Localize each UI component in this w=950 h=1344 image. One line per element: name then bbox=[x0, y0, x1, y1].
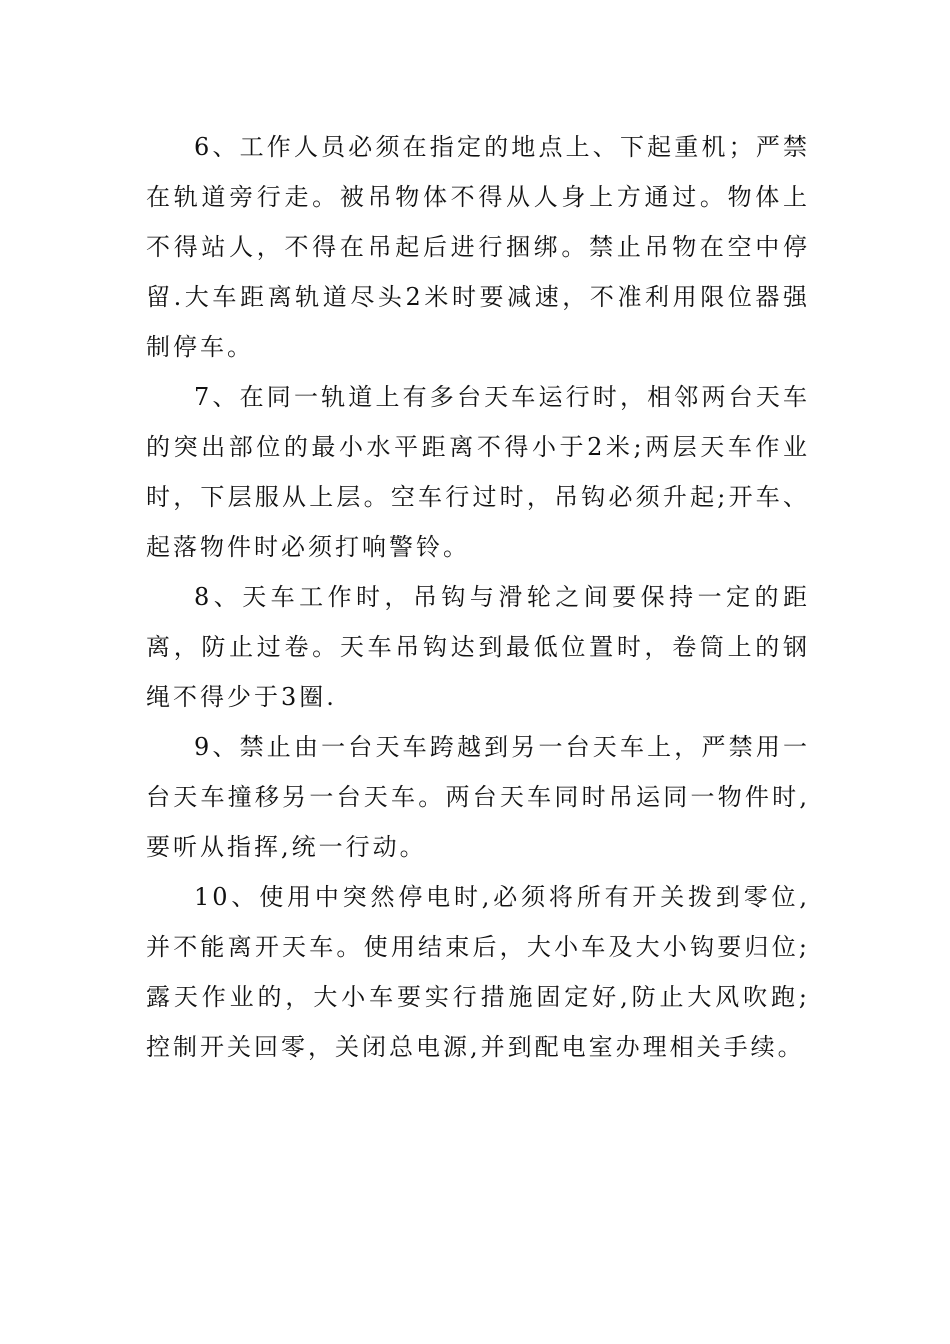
document-body bbox=[146, 122, 810, 1072]
paragraph-item-8: 8、天车工作时，吊钩与滑轮之间要保持一定的距离，防止过卷。天车吊钩达到最低位置时，卷筒上的钢绳不得少于3圈. bbox=[146, 583, 810, 711]
paragraph-item-10: 10、使用中突然停电时,必须将所有开关拨到零位,并不能离开天车。使用结束后，大小车及大小钩要归位;露天作业的，大小车要实行措施固定好,防止大风吹跑;控制开关回零，关闭总电源,并到配电室办理相关手续。 bbox=[146, 883, 810, 1061]
paragraph-item-9: 9、禁止由一台天车跨越到另一台天车上，严禁用一台天车撞移另一台天车。两台天车同时吊运同一物件时,要听从指挥,统一行动。 bbox=[146, 733, 810, 861]
paragraph-item-6: 6、工作人员必须在指定的地点上、下起重机；严禁在轨道旁行走。被吊物体不得从人身上方通过。物体上不得站人，不得在吊起后进行捆绑。禁止吊物在空中停留.大车距离轨道尽头2米时要减速，不准利用限位器强制停车。 bbox=[146, 133, 810, 361]
paragraph-item-7: 7、在同一轨道上有多台天车运行时，相邻两台天车的突出部位的最小水平距离不得小于2米;两层天车作业时，下层服从上层。空车行过时，吊钩必须升起;开车、起落物件时必须打响警铃。 bbox=[146, 383, 810, 561]
